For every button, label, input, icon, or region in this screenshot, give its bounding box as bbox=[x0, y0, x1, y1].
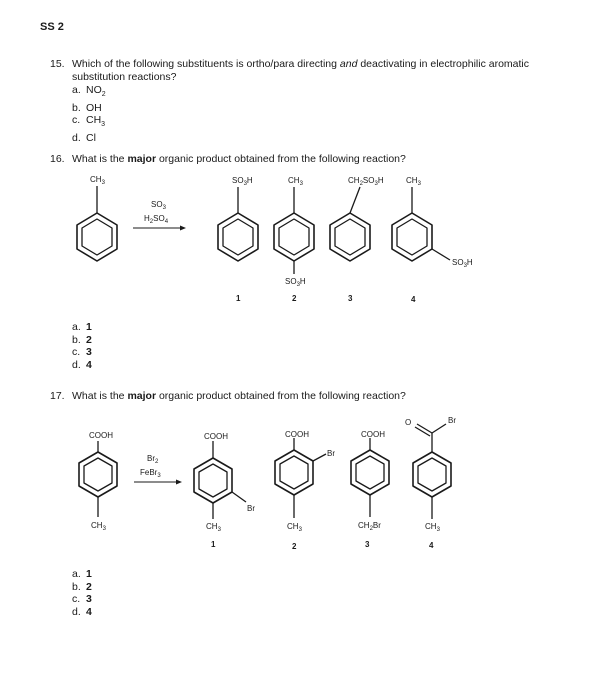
page-header: SS 2 bbox=[40, 21, 64, 33]
product-16-4 bbox=[392, 176, 473, 304]
product-17-3 bbox=[351, 430, 389, 549]
reagent-so3: $SO_3$ bbox=[151, 200, 166, 211]
reactant-ch3-label: $CH_3$ bbox=[91, 521, 106, 532]
question-17-text: What is the major organic product obtained from the following reaction? bbox=[72, 390, 406, 402]
product-16-1-number: 1 bbox=[236, 294, 241, 303]
p17-3-ch2br-label: $CH_2Br$ bbox=[358, 521, 381, 532]
question-16-number: 16. bbox=[50, 153, 65, 165]
q16-bold-major: major bbox=[127, 153, 157, 165]
option-d[interactable]: d. Cl bbox=[72, 131, 96, 144]
p2-ch3-label: $CH_3$ bbox=[288, 176, 303, 187]
option-c[interactable]: c. $CH_3$ bbox=[72, 114, 106, 129]
p17-3-cooh-label: COOH bbox=[361, 430, 385, 439]
option-b[interactable]: b. 2 bbox=[72, 580, 92, 593]
reaction-17-scheme bbox=[0, 405, 614, 555]
product-16-3-number: 3 bbox=[348, 294, 353, 303]
reactant-toluene bbox=[77, 175, 117, 261]
reaction-16-scheme bbox=[0, 170, 614, 315]
product-16-3 bbox=[330, 176, 384, 303]
option-a[interactable]: a. $NO_2$ bbox=[72, 84, 106, 99]
p4-ch3-label: $CH_3$ bbox=[406, 176, 421, 187]
option-d[interactable]: d. 4 bbox=[72, 358, 92, 371]
p17-4-ch3-label: $CH_3$ bbox=[425, 522, 440, 533]
q15-text-emphasis: and bbox=[339, 58, 358, 70]
product-17-2 bbox=[275, 430, 335, 551]
p17-4-o-label: O bbox=[405, 418, 412, 427]
question-15-number: 15. bbox=[50, 58, 65, 70]
reagent-h2so4: $H_2SO_4$ bbox=[144, 214, 169, 225]
option-c[interactable]: c. 3 bbox=[72, 346, 92, 358]
p17-4-br-label: Br bbox=[448, 416, 456, 425]
q15-text-part1: Which of the following substituents is ortho/para directing bbox=[72, 58, 340, 70]
reaction-17-arrow bbox=[134, 454, 182, 485]
option-a[interactable]: a. 1 bbox=[72, 568, 92, 580]
reagent-br2: $Br_2$ bbox=[147, 454, 159, 465]
p17-2-cooh-label: COOH bbox=[285, 430, 309, 439]
product-16-2-number: 2 bbox=[292, 294, 297, 303]
reagent-febr3: FeBr$_3$ bbox=[140, 468, 161, 479]
q15-text-line2: substitution reactions? bbox=[72, 71, 177, 83]
option-c[interactable]: c. 3 bbox=[72, 593, 92, 605]
p2-so3h-label: $SO_3H$ bbox=[285, 277, 306, 288]
p17-1-cooh-label: COOH bbox=[204, 432, 228, 441]
reactant-toluic-acid bbox=[79, 431, 117, 532]
product-17-4 bbox=[405, 416, 456, 550]
option-d[interactable]: d. 4 bbox=[72, 605, 92, 618]
p1-so3h-label: $SO_3H$ bbox=[232, 176, 253, 187]
p17-1-ch3-label: $CH_3$ bbox=[206, 522, 221, 533]
product-16-2 bbox=[274, 176, 314, 303]
q15-text-part2: deactivating in electrophilic aromatic bbox=[357, 58, 530, 70]
product-16-1 bbox=[218, 176, 258, 303]
reaction-16-arrow bbox=[133, 200, 186, 231]
p3-ch2so3h-label: $CH_2SO_3H$ bbox=[348, 176, 384, 187]
question-17-number: 17. bbox=[50, 390, 65, 402]
p4-so3h-label: $SO_3H$ bbox=[452, 258, 473, 269]
question-16-text: What is the major organic product obtained from the following reaction? bbox=[72, 153, 406, 165]
question-15-options bbox=[72, 84, 106, 144]
question-16-options bbox=[72, 321, 92, 371]
reactant-ch3-label: $CH_3$ bbox=[90, 175, 105, 186]
product-16-4-number: 4 bbox=[411, 295, 416, 304]
option-b[interactable]: b. 2 bbox=[72, 333, 92, 346]
question-17-options bbox=[72, 568, 92, 618]
product-17-2-number: 2 bbox=[292, 542, 297, 551]
product-17-1 bbox=[194, 432, 255, 549]
option-b[interactable]: b. OH bbox=[72, 101, 102, 114]
q17-bold-major: major bbox=[127, 390, 157, 402]
product-17-1-number: 1 bbox=[211, 540, 216, 549]
p17-1-br-label: Br bbox=[247, 504, 255, 513]
product-17-3-number: 3 bbox=[365, 540, 370, 549]
p17-2-br-label: Br bbox=[327, 449, 335, 458]
option-a[interactable]: a. 1 bbox=[72, 321, 92, 333]
reactant-cooh-label: COOH bbox=[89, 431, 113, 440]
question-15-text bbox=[72, 58, 572, 84]
product-17-4-number: 4 bbox=[429, 541, 434, 550]
p17-2-ch3-label: $CH_3$ bbox=[287, 522, 302, 533]
